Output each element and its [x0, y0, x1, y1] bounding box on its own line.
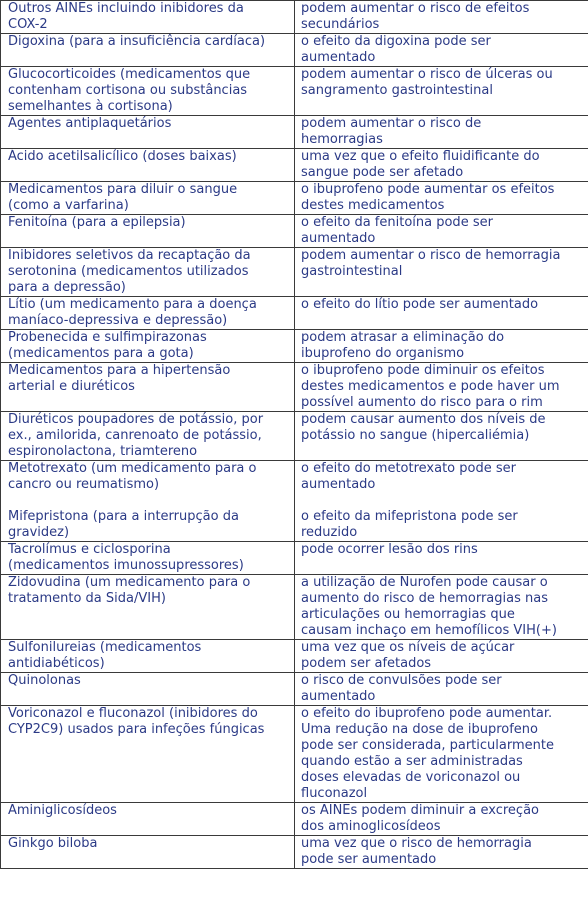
medication-cell [1, 836, 295, 869]
medication-text: espironolactona, triamtereno [8, 444, 198, 459]
effect-text: o ibuprofeno pode diminuir os efeitos [301, 363, 545, 378]
effect-cell [295, 706, 588, 803]
table-row [1, 182, 588, 215]
effect-text: o efeito do lítio pode ser aumentado [301, 297, 539, 312]
effect-text: podem aumentar o risco de efeitos [301, 1, 530, 16]
medication-text: para a depressão) [8, 280, 126, 295]
table-row [1, 330, 588, 363]
medication-text: Medicamentos para a hipertensão [8, 363, 231, 378]
table-row [1, 461, 588, 542]
medication-text: Diuréticos poupadores de potássio, por [8, 412, 264, 427]
paragraph-gap [8, 493, 288, 509]
medication-cell [1, 67, 295, 116]
effect-text: doses elevadas de voriconazol ou [301, 770, 521, 785]
effect-text: o risco de convulsões pode ser [301, 673, 502, 688]
effect-text: potássio no sangue (hipercaliémia) [301, 428, 530, 443]
table-row [1, 412, 588, 461]
effect-text: hemorragias [301, 132, 383, 147]
effect-text: o efeito da fenitoína pode ser [301, 215, 493, 230]
effect-text: o efeito da digoxina pode ser [301, 34, 491, 49]
medication-text: gravidez) [8, 525, 70, 540]
table-row [1, 67, 588, 116]
table-row [1, 640, 588, 673]
medication-text: Ginkgo biloba [8, 836, 98, 851]
effect-cell [295, 363, 588, 412]
effect-text: fluconazol [301, 786, 368, 801]
effect-text: reduzido [301, 525, 358, 540]
effect-text: aumentado [301, 50, 376, 65]
effect-text: pode ser aumentado [301, 852, 437, 867]
effect-cell [295, 330, 588, 363]
medication-cell [1, 248, 295, 297]
medication-text: Glucocorticoides (medicamentos que [8, 67, 251, 82]
effect-text: uma vez que o risco de hemorragia [301, 836, 532, 851]
effect-text: dos aminoglicosídeos [301, 819, 441, 834]
effect-text: destes medicamentos [301, 198, 445, 213]
medication-text: Medicamentos para diluir o sangue [8, 182, 238, 197]
paragraph-gap [301, 493, 582, 509]
table-row [1, 803, 588, 836]
table-row [1, 706, 588, 803]
table-row [1, 542, 588, 575]
effect-text: articulações ou hemorragias que [301, 607, 515, 622]
effect-text: podem causar aumento dos níveis de [301, 412, 546, 427]
medication-text: Quinolonas [8, 673, 81, 688]
medication-text: ex., amilorida, canrenoato de potássio, [8, 428, 262, 443]
effect-text: o efeito da mifepristona pode ser [301, 509, 518, 524]
medication-cell [1, 461, 295, 542]
effect-cell [295, 34, 588, 67]
medication-cell [1, 330, 295, 363]
table-row [1, 836, 588, 869]
effect-text: aumentado [301, 477, 376, 492]
medication-text: Aminiglicosídeos [8, 803, 117, 818]
medication-cell [1, 363, 295, 412]
medication-text: Voriconazol e fluconazol (inibidores do [8, 706, 258, 721]
effect-text: destes medicamentos e pode haver um [301, 379, 560, 394]
table-row [1, 149, 588, 182]
effect-text: pode ser considerada, particularmente [301, 738, 554, 753]
medication-cell [1, 542, 295, 575]
medication-cell [1, 640, 295, 673]
medication-text: Tacrolímus e ciclosporina [8, 542, 171, 557]
effect-cell [295, 248, 588, 297]
medication-text: (medicamentos para a gota) [8, 346, 194, 361]
table-row [1, 363, 588, 412]
effect-cell [295, 836, 588, 869]
table-row [1, 1, 588, 34]
effect-cell [295, 116, 588, 149]
medication-text: COX-2 [8, 17, 48, 32]
effect-text: podem ser afetados [301, 656, 432, 671]
effect-text: aumento do risco de hemorragias nas [301, 591, 548, 606]
medication-cell [1, 673, 295, 706]
medication-cell [1, 575, 295, 640]
effect-text: causam inchaço em hemofílicos VIH(+) [301, 623, 557, 638]
medication-text: semelhantes à cortisona) [8, 99, 173, 114]
effect-text: os AINEs podem diminuir a excreção [301, 803, 539, 818]
effect-cell [295, 640, 588, 673]
table-row [1, 297, 588, 330]
medication-cell [1, 706, 295, 803]
medication-text: Fenitoína (para a epilepsia) [8, 215, 186, 230]
effect-cell [295, 803, 588, 836]
medication-text: arterial e diuréticos [8, 379, 135, 394]
effect-text: podem aumentar o risco de úlceras ou [301, 67, 553, 82]
effect-text: Uma redução na dose de ibuprofeno [301, 722, 538, 737]
medication-cell [1, 116, 295, 149]
table-row [1, 248, 588, 297]
table-row [1, 215, 588, 248]
medication-cell [1, 1, 295, 34]
medication-text: Inibidores seletivos da recaptação da [8, 248, 251, 263]
medication-text: contenham cortisona ou substâncias [8, 83, 248, 98]
medication-text: maníaco-depressiva e depressão) [8, 313, 228, 328]
effect-text: ibuprofeno do organismo [301, 346, 465, 361]
effect-text: quando estão a ser administradas [301, 754, 523, 769]
medication-text: (como a varfarina) [8, 198, 129, 213]
effect-cell [295, 297, 588, 330]
effect-text: secundários [301, 17, 380, 32]
effect-text: podem aumentar o risco de hemorragia [301, 248, 561, 263]
effect-text: possível aumento do risco para o rim [301, 395, 543, 410]
table-body [1, 1, 588, 869]
medication-text: Mifepristona (para a interrupção da [8, 509, 239, 524]
medication-cell [1, 182, 295, 215]
effect-text: aumentado [301, 689, 376, 704]
medication-text: Lítio (um medicamento para a doença [8, 297, 257, 312]
medication-text: Probenecida e sulfimpirazonas [8, 330, 207, 345]
medication-text: tratamento da Sida/VIH) [8, 591, 166, 606]
table-row [1, 673, 588, 706]
effect-text: o ibuprofeno pode aumentar os efeitos [301, 182, 555, 197]
medication-text: Sulfonilureias (medicamentos [8, 640, 202, 655]
effect-cell [295, 412, 588, 461]
effect-cell [295, 215, 588, 248]
medication-text: Outros AINEs incluindo inibidores da [8, 1, 244, 16]
effect-text: a utilização de Nurofen pode causar o [301, 575, 548, 590]
medication-cell [1, 34, 295, 67]
medication-text: serotonina (medicamentos utilizados [8, 264, 249, 279]
medication-text: Agentes antiplaquetários [8, 116, 172, 131]
medication-text: cancro ou reumatismo) [8, 477, 160, 492]
table-row [1, 34, 588, 67]
effect-cell [295, 1, 588, 34]
effect-cell [295, 67, 588, 116]
medication-text: Digoxina (para a insuficiência cardíaca) [8, 34, 266, 49]
medication-cell [1, 149, 295, 182]
effect-text: aumentado [301, 231, 376, 246]
medication-cell [1, 803, 295, 836]
medication-text: Ácido acetilsalicílico (doses baixas) [8, 149, 237, 164]
effect-text: gastrointestinal [301, 264, 403, 279]
effect-text: uma vez que os níveis de açúcar [301, 640, 515, 655]
medication-text: antidiabéticos) [8, 656, 105, 671]
effect-text: pode ocorrer lesão dos rins [301, 542, 478, 557]
effect-text: sangue pode ser afetado [301, 165, 464, 180]
table-row [1, 575, 588, 640]
effect-text: podem atrasar a eliminação do [301, 330, 505, 345]
effect-text: uma vez que o efeito fluidificante do [301, 149, 540, 164]
effect-cell [295, 461, 588, 542]
medication-text: (medicamentos imunossupressores) [8, 558, 244, 573]
medication-cell [1, 412, 295, 461]
medication-text: Zidovudina (um medicamento para o [8, 575, 251, 590]
effect-cell [295, 673, 588, 706]
effect-cell [295, 575, 588, 640]
effect-text: podem aumentar o risco de [301, 116, 482, 131]
effect-cell [295, 542, 588, 575]
effect-cell [295, 149, 588, 182]
effect-cell [295, 182, 588, 215]
effect-text: o efeito do metotrexato pode ser [301, 461, 516, 476]
effect-text: sangramento gastrointestinal [301, 83, 493, 98]
table-row [1, 116, 588, 149]
medication-text: Metotrexato (um medicamento para o [8, 461, 257, 476]
medication-cell [1, 215, 295, 248]
medication-text: CYP2C9) usados para infeções fúngicas [8, 722, 265, 737]
medication-cell [1, 297, 295, 330]
effect-text: o efeito do ibuprofeno pode aumentar. [301, 706, 553, 721]
